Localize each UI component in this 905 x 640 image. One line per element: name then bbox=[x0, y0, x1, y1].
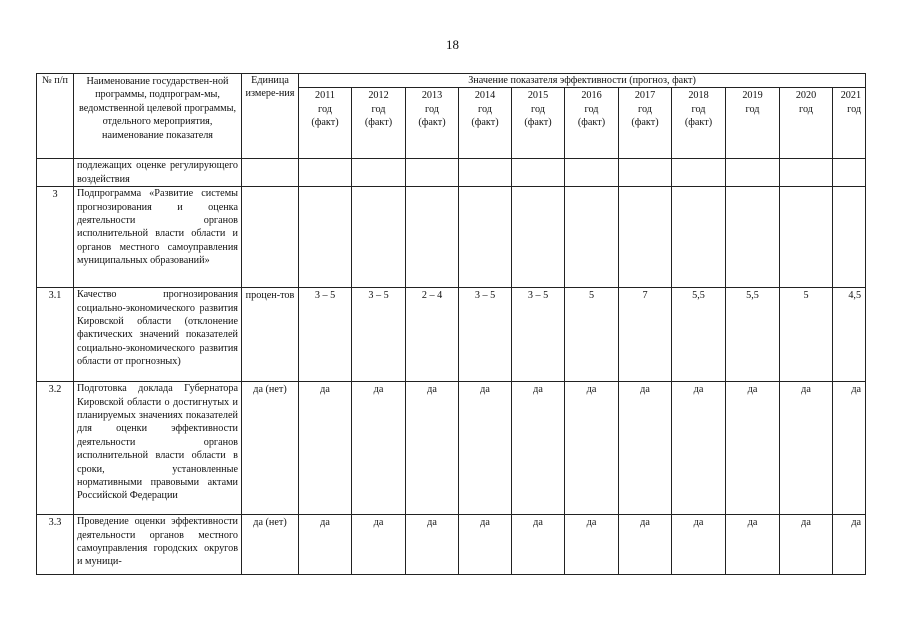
header-year-2013 bbox=[406, 88, 459, 159]
row-indicator-name: Проведение оценки эффективности деятельности органов местного самоуправления городских округов и муници- bbox=[74, 515, 242, 575]
header-year-year: 2015 bbox=[527, 90, 549, 102]
row-value-2016 bbox=[565, 159, 619, 187]
page-number: 18 bbox=[446, 37, 459, 52]
row-value-2021 bbox=[833, 159, 866, 187]
table-row bbox=[37, 288, 866, 382]
table-row bbox=[37, 382, 866, 515]
row-value-2011 bbox=[299, 187, 352, 288]
row-indicator-name: Подготовка доклада Губернатора Кировской области о достигнутых и планируемых значениях показателей для оценки эффективности деятельности органов исполнительной власти области в сроки, установленные нормативными правовыми актами Российской Федерации bbox=[74, 382, 242, 515]
row-value-2020 bbox=[780, 159, 833, 187]
row-value-2011: да bbox=[299, 382, 352, 515]
row-indicator-name: Подпрограмма «Развитие системы прогнозирования и оценка деятельности органов исполнительной власти области и органов местного самоуправления муниципальных образований» bbox=[74, 187, 242, 288]
header-year-note: (факт) bbox=[418, 117, 446, 129]
header-year-year: 2012 bbox=[368, 90, 389, 102]
header-year-year: 2016 bbox=[581, 90, 602, 102]
row-value-2018 bbox=[672, 159, 726, 187]
header-unit: Единица измере-ния bbox=[242, 74, 299, 159]
header-year-word: год bbox=[584, 103, 599, 115]
header-num: № п/п bbox=[37, 74, 74, 159]
header-year-2017 bbox=[619, 88, 672, 159]
row-indicator-name: Качество прогнозирования социально-экономического развития Кировской области (отклонение фактических значений показателей социально-экономического развития области от прогнозных) bbox=[74, 288, 242, 382]
row-value-2018: 5,5 bbox=[672, 288, 726, 382]
header-year-word: год bbox=[318, 103, 332, 115]
header-name: Наименование государствен-ной программы, подпрограм-мы, ведомственной целевой программы, отдельного мероприятия, наименование показателя bbox=[74, 74, 242, 159]
row-value-2017 bbox=[619, 159, 672, 187]
row-indicator-name: подлежащих оценке регулирующего воздействия bbox=[74, 159, 242, 187]
row-value-2017 bbox=[619, 187, 672, 288]
row-value-2019 bbox=[726, 159, 780, 187]
row-num: 3.3 bbox=[37, 515, 74, 575]
row-value-2013 bbox=[406, 187, 459, 288]
header-year-year: 2014 bbox=[474, 90, 496, 102]
row-value-2011: да bbox=[299, 515, 352, 575]
row-num: 3.2 bbox=[37, 382, 74, 515]
row-unit: да (нет) bbox=[242, 515, 299, 575]
header-year-2021 bbox=[833, 88, 866, 159]
row-value-2013: да bbox=[406, 382, 459, 515]
row-value-2015 bbox=[512, 159, 565, 187]
row-value-2016: да bbox=[565, 515, 619, 575]
row-value-2011: 3 – 5 bbox=[299, 288, 352, 382]
row-value-2015: 3 – 5 bbox=[512, 288, 565, 382]
header-year-2020 bbox=[780, 88, 833, 159]
row-value-2019 bbox=[726, 187, 780, 288]
row-value-2015: да bbox=[512, 515, 565, 575]
row-value-2017: 7 bbox=[619, 288, 672, 382]
row-value-2019: да bbox=[726, 382, 780, 515]
header-year-word: год bbox=[371, 103, 386, 115]
table-row bbox=[37, 187, 866, 288]
header-year-word: год bbox=[745, 103, 760, 115]
row-value-2015: да bbox=[512, 382, 565, 515]
row-value-2017: да bbox=[619, 382, 672, 515]
row-value-2018: да bbox=[672, 515, 726, 575]
header-year-2018 bbox=[672, 88, 726, 159]
row-value-2016 bbox=[565, 187, 619, 288]
header-year-2016 bbox=[565, 88, 619, 159]
row-value-2016: да bbox=[565, 382, 619, 515]
header-values-group: Значение показателя эффективности (прогноз, факт) bbox=[299, 74, 866, 88]
header-year-year: 2021 bbox=[840, 90, 862, 102]
header-year-note: (факт) bbox=[311, 117, 339, 129]
row-value-2013: 2 – 4 bbox=[406, 288, 459, 382]
header-year-note: (факт) bbox=[524, 117, 552, 129]
row-value-2013 bbox=[406, 159, 459, 187]
row-num: 3.1 bbox=[37, 288, 74, 382]
table-row bbox=[37, 159, 866, 187]
row-unit: да (нет) bbox=[242, 382, 299, 515]
row-value-2014 bbox=[459, 159, 512, 187]
header-year-word: год bbox=[478, 103, 492, 115]
header-year-note: (факт) bbox=[684, 117, 713, 129]
header-year-2012 bbox=[352, 88, 406, 159]
row-value-2015 bbox=[512, 187, 565, 288]
row-value-2014: 3 – 5 bbox=[459, 288, 512, 382]
header-year-note: (факт) bbox=[364, 117, 393, 129]
row-num: 3 bbox=[37, 187, 74, 288]
row-value-2012: 3 – 5 bbox=[352, 288, 406, 382]
row-value-2020: да bbox=[780, 515, 833, 575]
row-value-2020 bbox=[780, 187, 833, 288]
row-value-2020: да bbox=[780, 382, 833, 515]
header-year-word: год bbox=[638, 103, 652, 115]
header-year-word: год bbox=[847, 103, 862, 115]
row-value-2017: да bbox=[619, 515, 672, 575]
row-num bbox=[37, 159, 74, 187]
header-year-word: год bbox=[425, 103, 439, 115]
row-value-2019: да bbox=[726, 515, 780, 575]
row-value-2011 bbox=[299, 159, 352, 187]
header-year-year: 2017 bbox=[634, 90, 656, 102]
row-value-2013: да bbox=[406, 515, 459, 575]
header-year-year: 2011 bbox=[315, 90, 335, 102]
header-year-2015 bbox=[512, 88, 565, 159]
header-year-note: (факт) bbox=[471, 117, 499, 129]
header-year-year: 2013 bbox=[421, 90, 443, 102]
row-unit: процен-тов bbox=[242, 288, 299, 382]
header-year-2014 bbox=[459, 88, 512, 159]
table-row bbox=[37, 515, 866, 575]
header-year-note: (факт) bbox=[631, 117, 659, 129]
row-value-2016: 5 bbox=[565, 288, 619, 382]
row-value-2021: 4,5 bbox=[833, 288, 866, 382]
header-year-2011 bbox=[299, 88, 352, 159]
row-value-2012: да bbox=[352, 382, 406, 515]
row-value-2021 bbox=[833, 187, 866, 288]
row-value-2020: 5 bbox=[780, 288, 833, 382]
row-value-2014: да bbox=[459, 515, 512, 575]
row-value-2018 bbox=[672, 187, 726, 288]
row-value-2018: да bbox=[672, 382, 726, 515]
row-value-2012: да bbox=[352, 515, 406, 575]
row-value-2014: да bbox=[459, 382, 512, 515]
header-year-year: 2020 bbox=[795, 90, 817, 102]
row-value-2014 bbox=[459, 187, 512, 288]
header-year-word: год bbox=[691, 103, 706, 115]
row-value-2012 bbox=[352, 187, 406, 288]
row-value-2021: да bbox=[833, 515, 866, 575]
row-value-2021: да bbox=[833, 382, 866, 515]
indicators-table bbox=[36, 73, 866, 575]
row-unit bbox=[242, 187, 299, 288]
header-year-word: год bbox=[531, 103, 545, 115]
header-year-year: 2019 bbox=[742, 90, 763, 102]
header-year-word: год bbox=[799, 103, 813, 115]
row-value-2019: 5,5 bbox=[726, 288, 780, 382]
row-unit bbox=[242, 159, 299, 187]
header-year-note: (факт) bbox=[577, 117, 606, 129]
header-year-year: 2018 bbox=[688, 90, 709, 102]
row-value-2012 bbox=[352, 159, 406, 187]
header-year-2019 bbox=[726, 88, 780, 159]
